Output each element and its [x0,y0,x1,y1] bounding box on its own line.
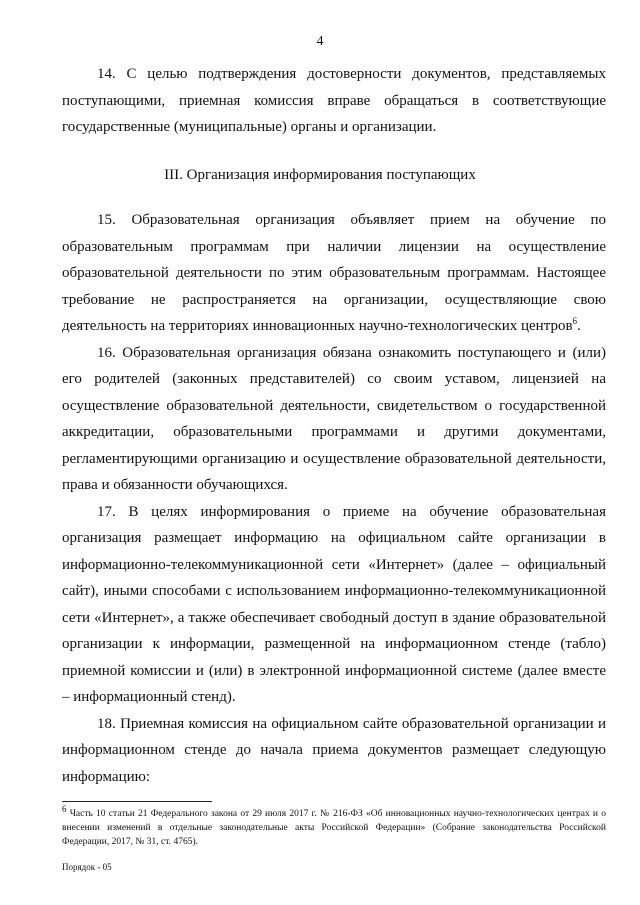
footnote-reference: 6 [572,316,578,326]
footnote-text: Часть 10 статьи 21 Федерального закона от 29 июля 2017 г. № 216-ФЗ «Об инновационных научно-технологических центрах и о внесении изменений в отдельные законодательные акты Российской Федерации» (Собрание законодательства Российской Федерации, 2017, № 31, ст. 4765). [62,809,606,847]
page-number: 4 [316,34,324,49]
paragraph-18: 18. Приемная комиссия на официальном сайте образовательной организации и информационном стенде до начала приема документов размещает следующую информацию: [62,715,606,785]
paragraph-16: 16. Образовательная организация обязана ознакомить поступающего и (или) его родителей (законных представителей) со своим уставом, лицензией на осуществление образовательной деятельности, свидетельством о государственной аккредитации, образовательными программами и другими документами, регламентирующими организацию и осуществление образовательной деятельности, права и обязанности обучающихся. [62,344,606,493]
footnote-marker: 6 [62,803,67,814]
paragraph-14-block [62,61,606,141]
footnote-divider [62,801,212,802]
footer-code: Порядок - 05 [62,862,112,872]
paragraph-15-text: 15. Образовательная организация объявляет прием на обучение по образовательным программам при наличии лицензии на осуществление образовательной деятельности по этим образовательным программам. Настоящее требование не распространяется на организации, осуществляющие свою деятельность на территориях инновационных научно-технологических центров [62,212,606,334]
paragraph-14: 14. С целью подтверждения достоверности документов, представляемых поступающими, приемная комиссия вправе обращаться в соответствующие государственные (муниципальные) органы и организации. [62,66,606,135]
main-text-block [62,207,606,790]
section-heading: III. Организация информирования поступающих [164,167,476,183]
paragraph-17: 17. В целях информирования о приеме на обучение образовательная организация размещает информацию на официальном сайте организации в информационно-телекоммуникационной сети «Интернет» (далее – официальный сайт), иными способами с использованием информационно-телекоммуникационной сети «Интернет», а также обеспечивает свободный доступ в здание образовательной организации к информации, размещенной на информационном стенде (табло) приемной комиссии и (или) в электронной информационной системе (далее вместе – информационный стенд). [62,503,606,705]
paragraph-15-end: . [577,318,581,334]
paragraph-15 [62,207,606,340]
footnote [62,803,606,849]
